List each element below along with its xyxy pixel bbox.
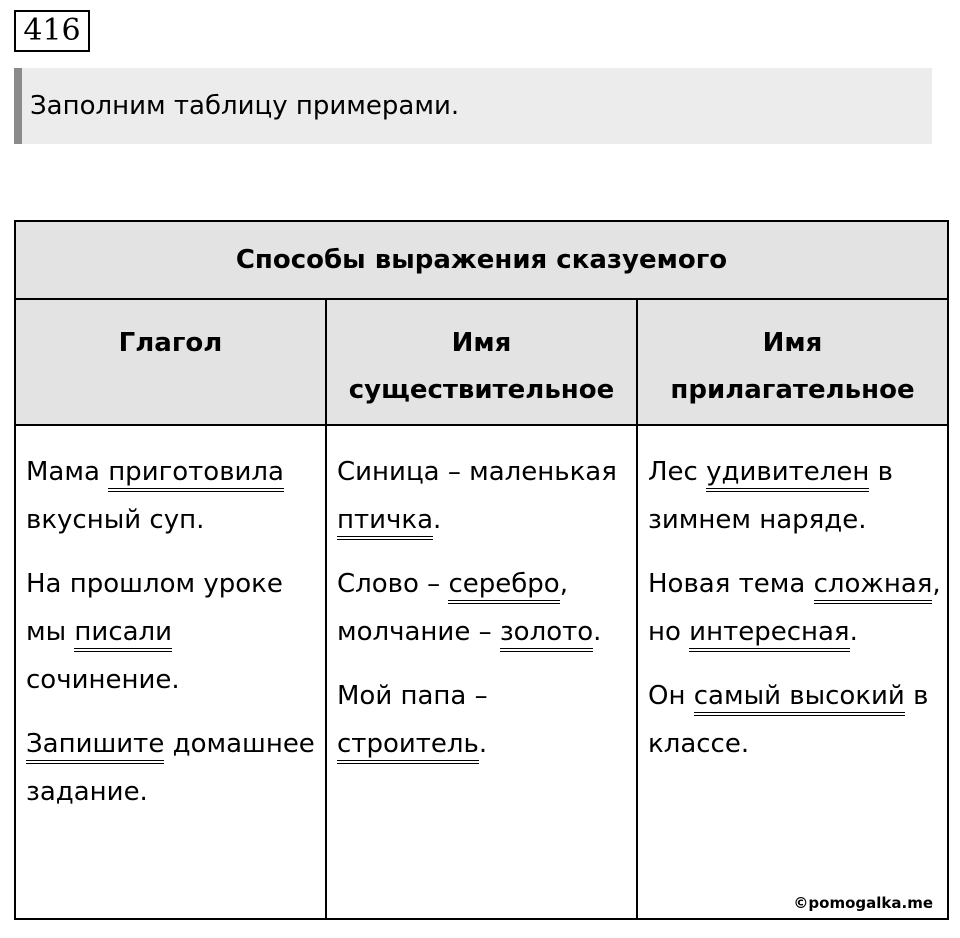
- predicate-word: сложная: [814, 569, 933, 604]
- predicate-word: интересная: [689, 617, 849, 652]
- example-sentence: Лес удивителен в зимнем наряде.: [648, 457, 893, 535]
- predicate-word: птичка: [337, 505, 433, 540]
- predicate-word: самый высокий: [694, 681, 905, 716]
- predicate-word: писали: [74, 617, 172, 652]
- example-sentence: Синица – маленькая птичка.: [337, 448, 630, 544]
- table-title: Способы выражения сказуемого: [15, 221, 948, 299]
- example-sentence: Новая тема сложная, но интересная.: [648, 560, 941, 656]
- intro-text: Заполним таблицу примерами.: [30, 91, 460, 121]
- predicate-word: золото: [500, 617, 593, 652]
- task-number: 416: [14, 10, 90, 52]
- example-sentence: Мама приготовила вкусный суп.: [26, 457, 284, 535]
- predicate-word: серебро: [448, 569, 559, 604]
- header-noun-line1: Имя: [451, 328, 512, 358]
- watermark: ©pomogalka.me: [793, 894, 933, 912]
- example-sentence: Запишите домашнее задание.: [26, 729, 315, 807]
- intro-banner: [14, 68, 932, 144]
- column-header-verb: [15, 299, 326, 425]
- predicate-word: удивителен: [706, 457, 869, 492]
- predicate-word: строитель: [337, 729, 479, 764]
- header-verb-line1: Глагол: [118, 328, 223, 358]
- example-sentence: Мой папа – строитель.: [337, 672, 630, 768]
- cell-adjective-examples: [637, 425, 948, 919]
- column-header-noun: [326, 299, 637, 425]
- example-sentence: На прошлом уроке мы писали сочинение.: [26, 569, 283, 695]
- cell-verb-examples: [15, 425, 326, 919]
- predicate-table: [14, 220, 949, 920]
- example-sentence: Он самый высокий в классе.: [648, 681, 929, 759]
- header-adjective-line1: Имя: [762, 328, 823, 358]
- cell-noun-examples: [326, 425, 637, 919]
- header-adjective-line2: прилагательное: [670, 375, 915, 405]
- column-header-adjective: [637, 299, 948, 425]
- header-noun-line2: существительное: [348, 375, 615, 405]
- predicate-word: Запишите: [26, 729, 164, 764]
- predicate-word: приготовила: [108, 457, 284, 492]
- example-sentence: Слово – серебро, молчание – золото.: [337, 560, 630, 656]
